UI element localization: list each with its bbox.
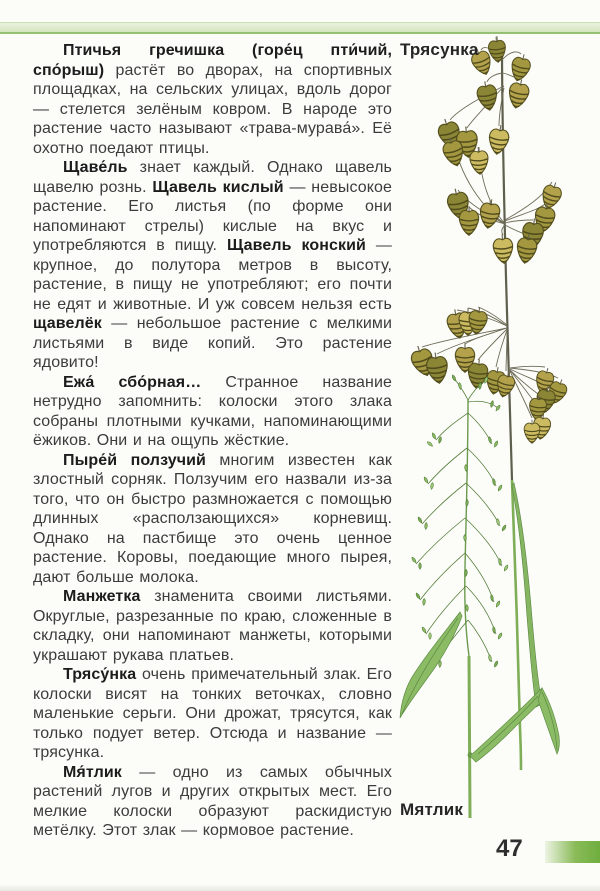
article-text — [33, 41, 392, 841]
footer-accent-bar — [545, 841, 600, 863]
paragraph-tryasunka: Трясу́нка очень примечательный злак. Его колоски висят на тонких веточках, словно маленькие серьги. Они дрожат, трясутся, как только подует ветер. Отсюда и название — трясунка. — [33, 666, 392, 761]
paragraph-pyrey-polzuchiy: Пыре́й ползучий многим известен как злостный сорняк. Ползучим его назвали из-за того, что он быстро размножается с помощью длинных «расползающихся» корневищ. Однако на пастбище это очень ценное растение. Коровы, поедающие много пырея, дают больше молока. — [33, 451, 392, 586]
bottom-page-edge — [0, 884, 600, 891]
page-number: 47 — [496, 835, 523, 862]
illustration-label-myatlik: Мятлик — [400, 800, 464, 819]
paragraph-manzhetka: Манжетка знаменита своими листьями. Округлые, разрезанные по краю, сложенные в складку, они напоминают манжеты, которыми украшают рукава платьев. — [33, 588, 392, 664]
plant-illustration — [388, 28, 600, 828]
illustration-label-tryasunka: Трясунка — [400, 40, 479, 59]
paragraph-shchavel: Щаве́ль знает каждый. Однако щавель щавелю рознь. Щавель кислый — невысокое растение. Его листья (по форме они напоминают стрелы) кислые на вкус и употребляются в пищу. Щавель конский — крупное, до полутора метров в высоту, растение, в пищу не употребляют; его почти не едят и животные. И уж совсем нельзя есть щавелёк — небольшое растение с мелкими листьями в виде копий. Это растение ядовито! — [33, 159, 392, 371]
paragraph-myatlik: Мя́тлик — одно из самых обычных растений лугов и других открытых мест. Его мелкие колоски образуют раскидистую метёлку. Этот злак — кормовое растение. — [33, 763, 392, 839]
paragraph-ptichya-grechishka: Птичья гречишка (горе́ц пти́чий, спо́рыш) растёт во дворах, на спортивных площадках, на сельских улицах, вдоль дорог — стелется зелёным ковром. В народе это растение часто называют «трава-мурава́». Её охотно поедают птицы. — [33, 42, 392, 157]
paragraph-ezha-sbornaya: Ежа́ сбо́рная… Странное название нетрудно запомнить: колоски этого злака собраны плотными кучками, напоминающими ёжиков. Они и на ощупь жёсткие. — [33, 373, 392, 449]
